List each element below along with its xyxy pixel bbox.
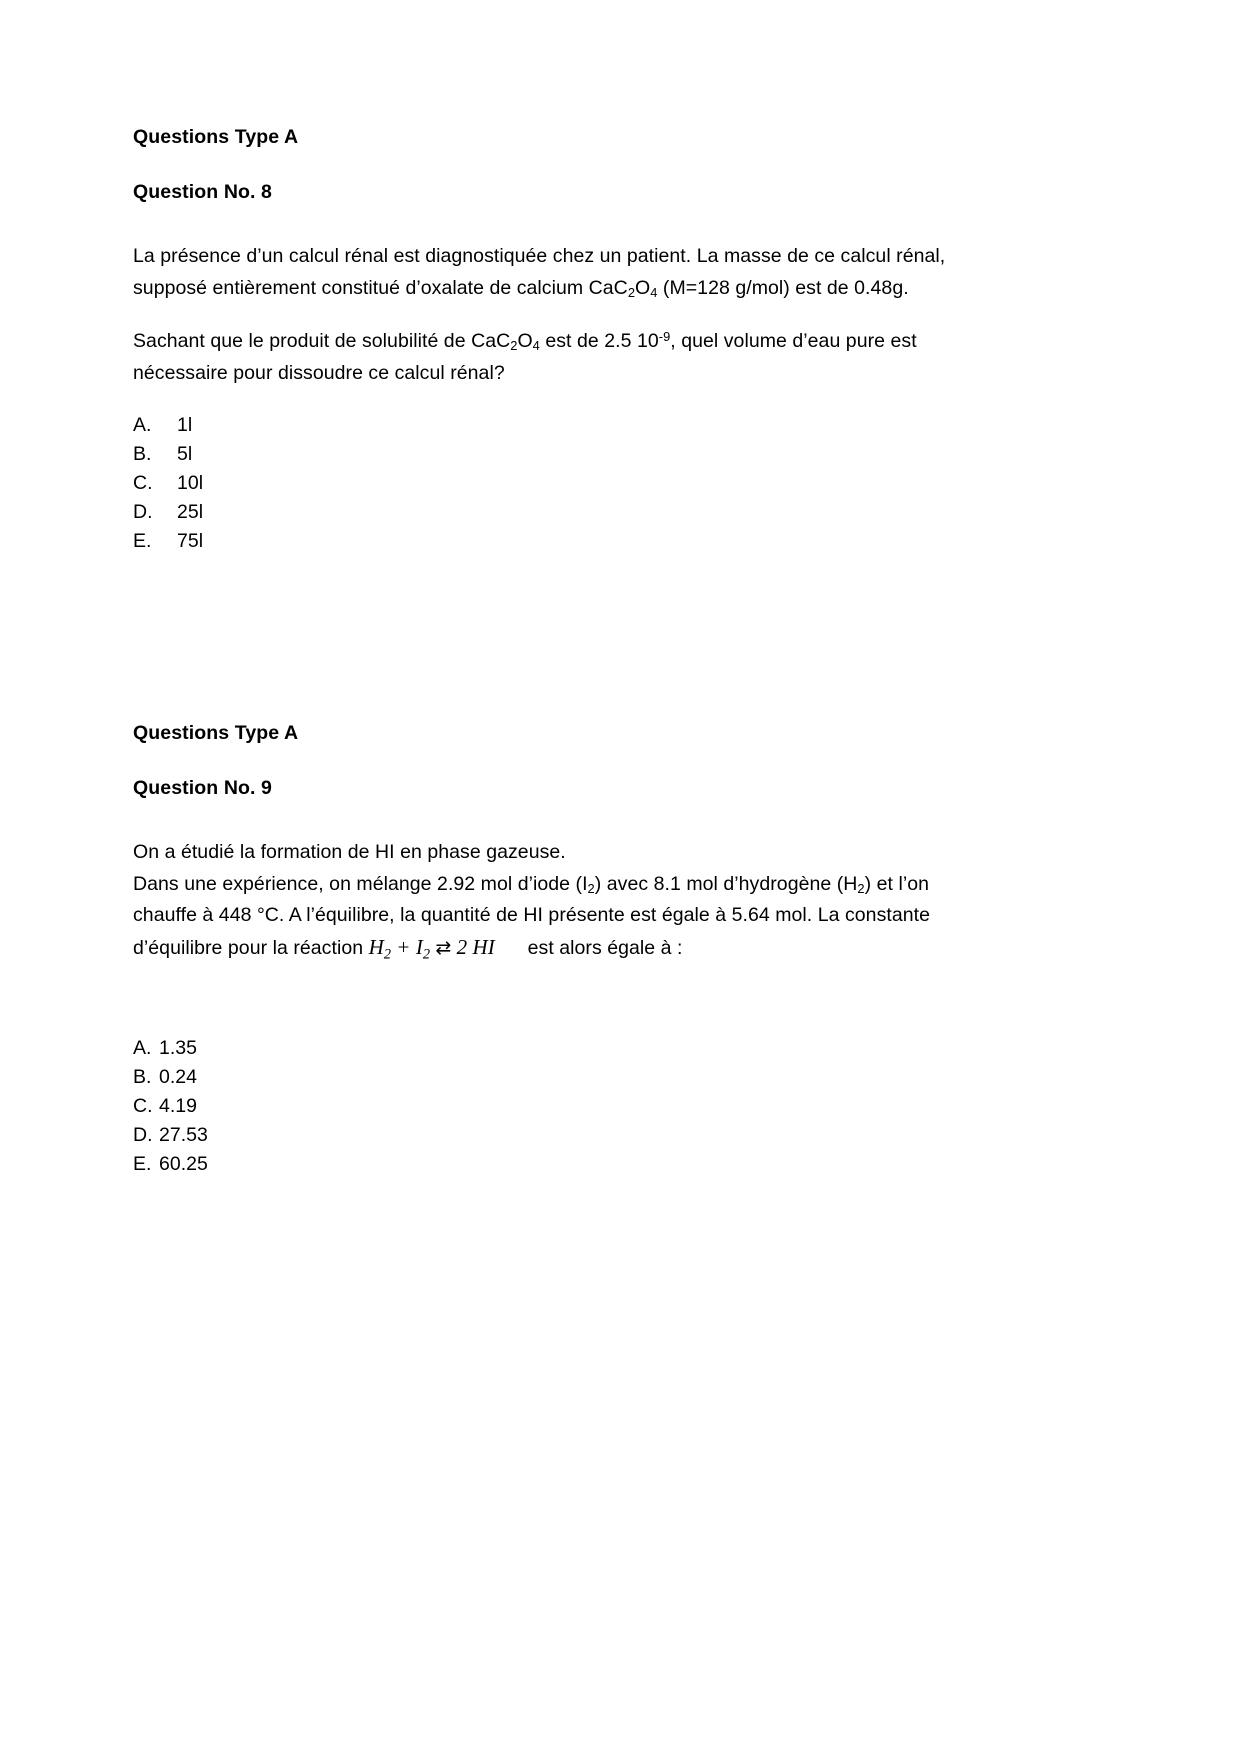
questions-type-heading-9: Questions Type A xyxy=(133,722,299,744)
q8-p1-segment-3: (M=128 g/mol) est de 0.48g. xyxy=(657,276,909,299)
question-9-paragraph-2 xyxy=(133,869,988,965)
q8-p2-subscript-1: 2 xyxy=(510,338,518,354)
option-text: 25l xyxy=(177,501,204,523)
option-text: 10l xyxy=(177,472,204,494)
equation-i-subscript: 2 xyxy=(422,945,431,962)
option-text: 27.53 xyxy=(159,1124,208,1146)
question-8-paragraph-1 xyxy=(133,241,988,304)
option-text: 60.25 xyxy=(159,1153,208,1175)
option-item[interactable] xyxy=(133,527,988,556)
option-item[interactable] xyxy=(133,440,988,469)
option-text: 1l xyxy=(177,414,193,436)
q9-p2-segment-1: Dans une expérience, on mélange 2.92 mol d’iode (I xyxy=(133,872,588,895)
q9-p2-segment-2: ) avec 8.1 mol d’hydrogène (H xyxy=(594,872,858,895)
option-letter: C. xyxy=(133,472,153,494)
option-letter: A. xyxy=(133,1037,152,1059)
option-letter: B. xyxy=(133,443,152,465)
question-9-option-list xyxy=(133,1034,988,1179)
option-letter: A. xyxy=(133,414,152,436)
questions-type-heading-8: Questions Type A xyxy=(133,126,299,148)
option-text: 75l xyxy=(177,530,204,552)
option-item[interactable] xyxy=(133,1150,988,1179)
question-number-heading-8: Question No. 8 xyxy=(133,180,272,203)
option-item[interactable] xyxy=(133,498,988,527)
option-item[interactable] xyxy=(133,1121,988,1150)
option-text: 5l xyxy=(177,443,193,465)
question-8-option-list xyxy=(133,411,988,556)
option-letter: E. xyxy=(133,1153,152,1175)
option-letter: D. xyxy=(133,501,153,523)
q8-p2-segment-1: Sachant que le produit de solubilité de CaC xyxy=(133,330,511,352)
option-item[interactable] xyxy=(133,1063,988,1092)
option-item[interactable] xyxy=(133,411,988,440)
option-letter: E. xyxy=(133,530,152,552)
q8-p2-segment-4: , quel volume d’eau pure est nécessaire pour dissoudre ce calcul rénal? xyxy=(133,330,917,384)
option-letter: C. xyxy=(133,1095,153,1117)
q8-p1-segment-1: La présence d’un calcul rénal est diagnostiquée chez un patient. La masse de ce calcul rénal, supposé entièrement constitué d’oxalate de calcium CaC xyxy=(133,245,946,299)
q9-p2-segment-3: ) et l’on chauffe à 448 °C. A l’équilibre, la quantité de HI présente est égale à 5.64 mol. La constante d’équilibre pour la réaction xyxy=(133,872,931,959)
equation-plus-sign: + xyxy=(391,934,416,959)
section-spacer xyxy=(133,556,1106,724)
q8-p2-segment-2: O xyxy=(517,330,533,352)
q9-p2-segment-4: est alors égale à : xyxy=(522,936,683,959)
equilibrium-arrow-icon: ⇄ xyxy=(435,936,452,959)
equation-reactant-h: H xyxy=(368,934,384,959)
q9-p2-subscript-2: 2 xyxy=(857,880,865,896)
equation-coefficient: 2 xyxy=(456,934,468,959)
q8-p1-subscript-1: 2 xyxy=(627,284,636,300)
option-item[interactable] xyxy=(133,1092,988,1121)
q8-p2-segment-3: est de 2.5 10 xyxy=(539,330,659,352)
equation-reactant-i: I xyxy=(415,934,423,959)
option-letter: B. xyxy=(133,1066,152,1088)
option-text: 0.24 xyxy=(159,1066,197,1088)
question-block-9 xyxy=(133,724,988,1179)
question-number-heading-9: Question No. 9 xyxy=(133,776,272,799)
question-block-8 xyxy=(133,128,988,556)
q8-p2-subscript-2: 4 xyxy=(532,338,540,354)
option-text: 4.19 xyxy=(159,1095,197,1117)
q8-p1-subscript-2: 4 xyxy=(650,284,658,300)
option-text: 1.35 xyxy=(159,1037,197,1059)
equation-h-subscript: 2 xyxy=(383,945,391,962)
q8-p1-segment-2: O xyxy=(635,276,651,299)
option-item[interactable] xyxy=(133,1034,988,1063)
equilibrium-equation xyxy=(368,934,495,962)
question-9-line-1: On a étudié la formation de HI en phase gazeuse. xyxy=(133,841,566,863)
question-9-gap xyxy=(133,986,988,1034)
equation-product-hi: HI xyxy=(472,934,495,959)
option-item[interactable] xyxy=(133,469,988,498)
option-letter: D. xyxy=(133,1124,153,1146)
question-8-paragraph-2 xyxy=(133,326,988,389)
q8-p2-superscript: -9 xyxy=(658,329,671,345)
q9-p2-subscript-1: 2 xyxy=(587,880,595,896)
